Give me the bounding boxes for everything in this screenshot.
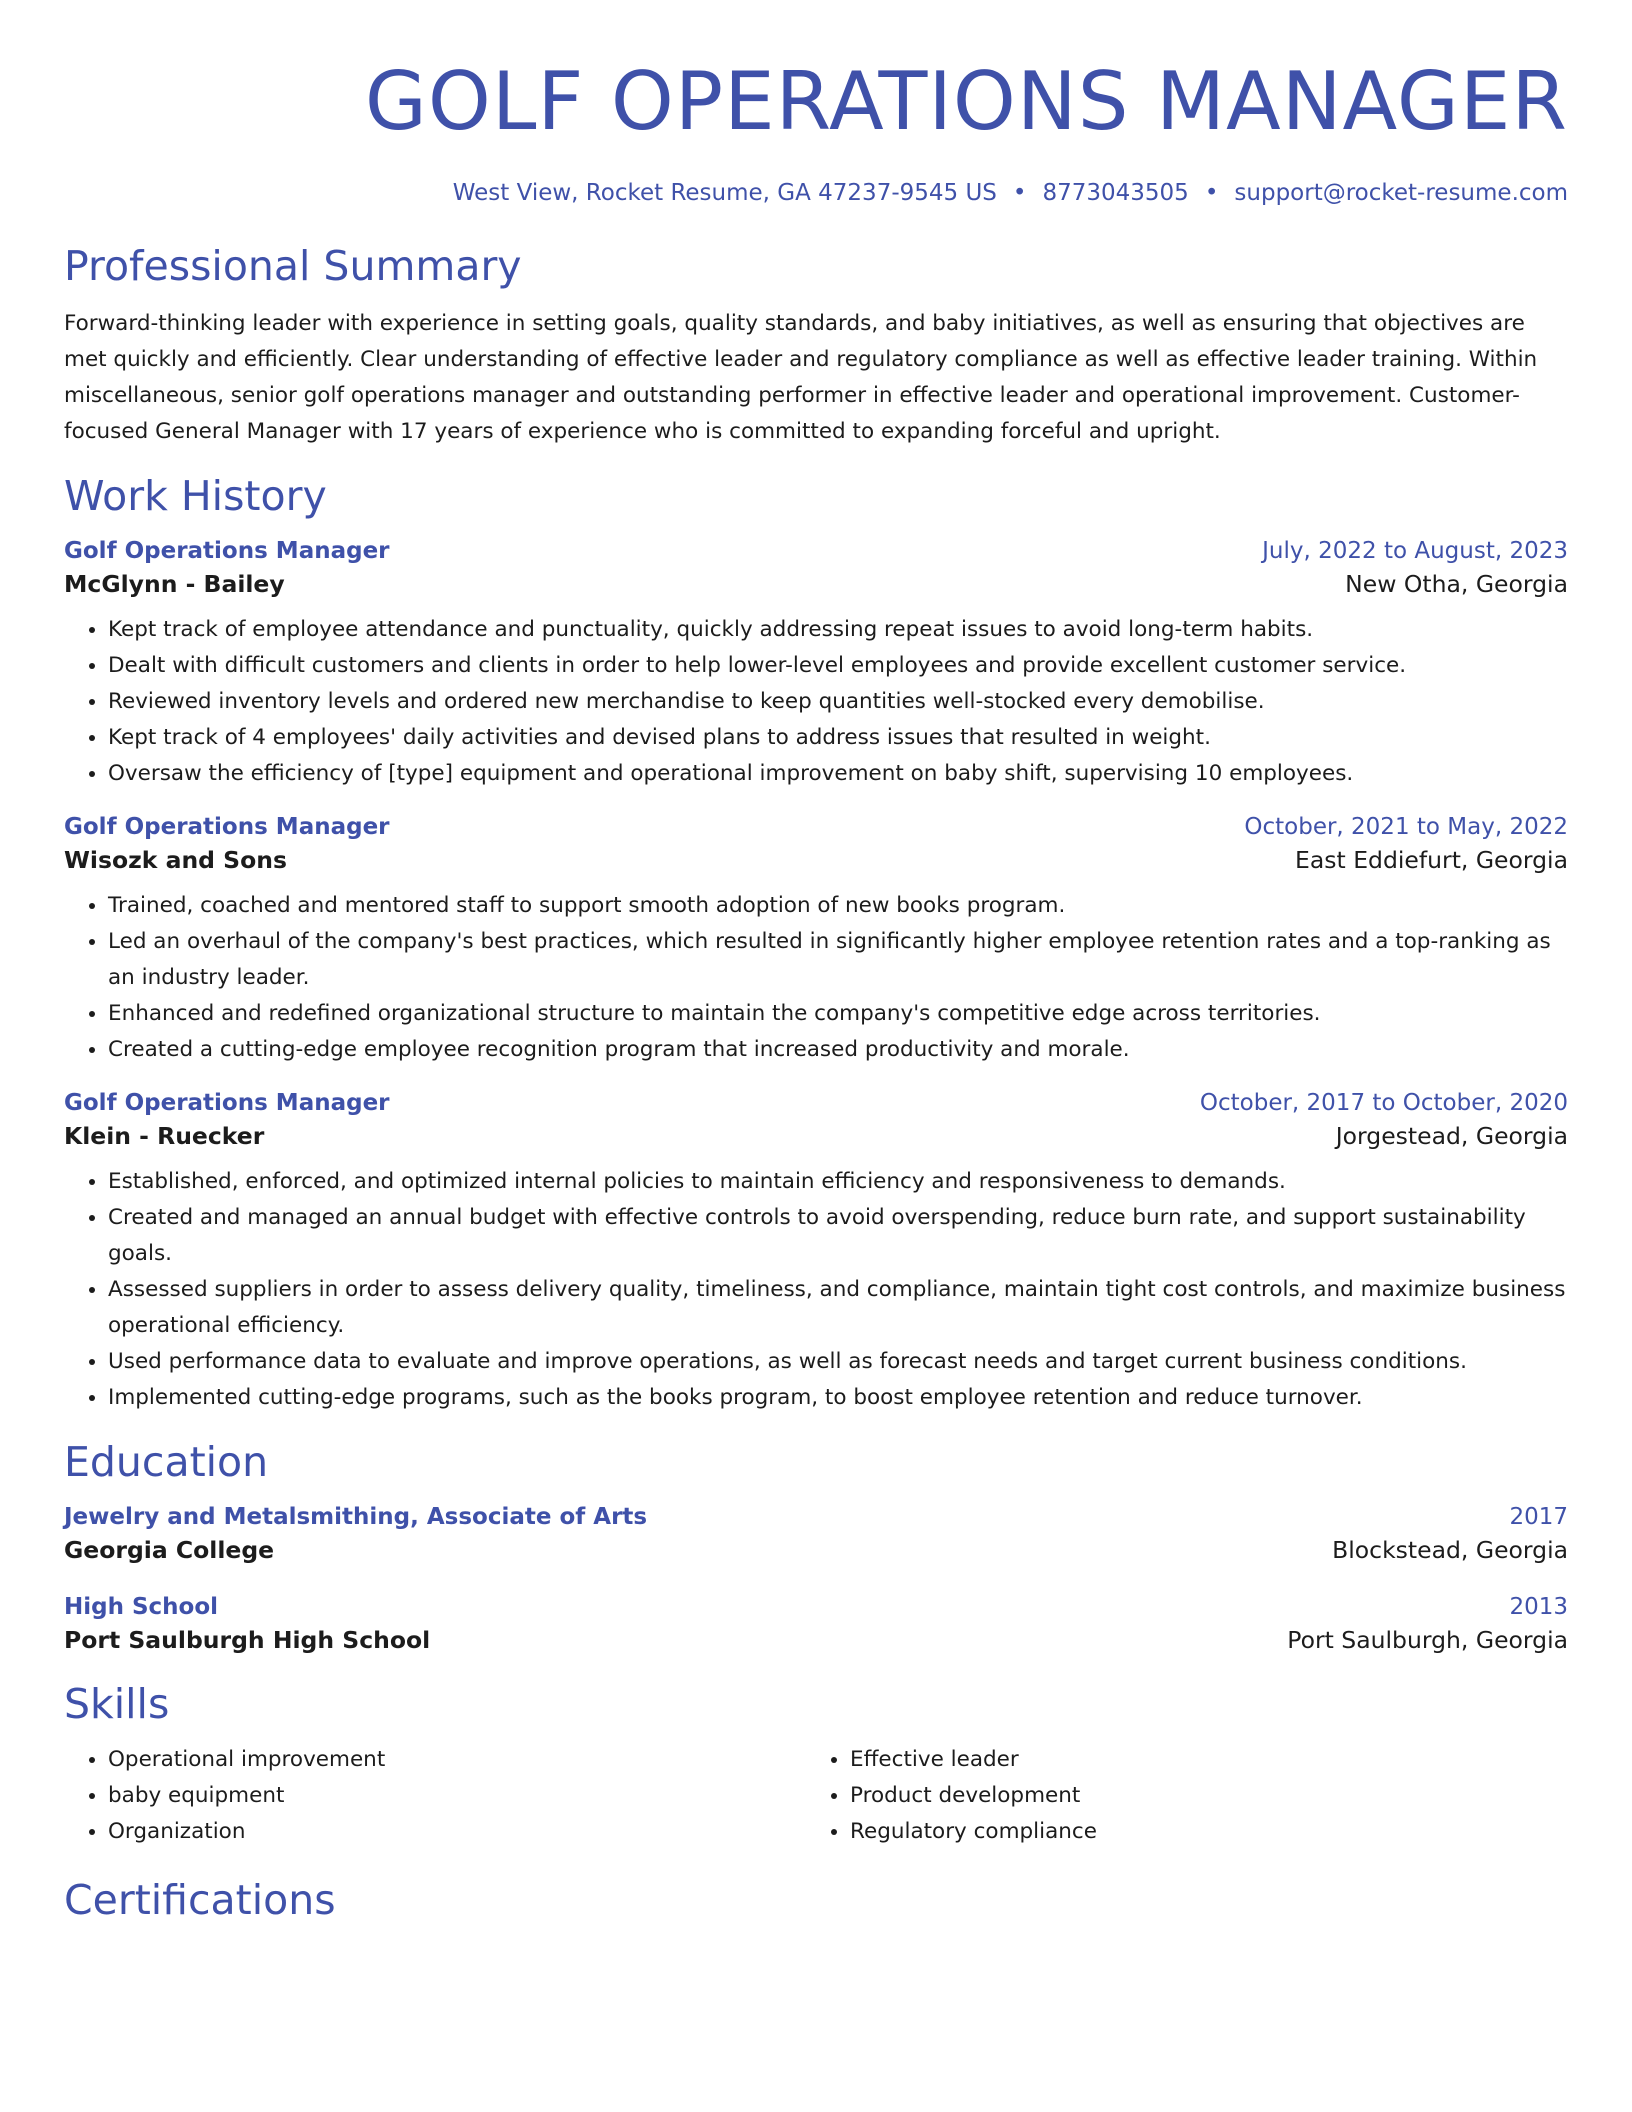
education-sub-row <box>64 1536 1568 1564</box>
skill-item: • Product development <box>850 1778 1548 1814</box>
contact-separator: • <box>1012 180 1027 206</box>
education-sub-row <box>64 1626 1568 1654</box>
education-header-row <box>64 1504 1568 1530</box>
job-company: McGlynn - Bailey <box>64 570 285 598</box>
job-sub-row <box>64 1122 1568 1150</box>
contact-phone: 8773043505 <box>1042 180 1189 206</box>
summary-text: Forward-thinking leader with experience in setting goals, quality standards, and baby initiatives, as well as ensuring that objectives are met quickly and efficiently. Clear understanding of effective leader and regulatory compliance as well as effective leader training. Within miscellaneous, senior golf operations manager and outstanding performer in effective leader and operational improvement. Customer-focused General Manager with 17 years of experience who is committed to expanding forceful and upright. <box>64 311 1538 444</box>
skills-list-left <box>64 1742 806 1850</box>
job-bullet: • Trained, coached and mentored staff to support smooth adoption of new books program. <box>108 888 1568 924</box>
education-location: Blockstead, Georgia <box>1332 1536 1568 1564</box>
job-dates: October, 2021 to May, 2022 <box>1244 814 1568 840</box>
job-bullet: • Led an overhaul of the company's best practices, which resulted in significantly higher employee retention rates and a top-ranking as an industry leader. <box>108 924 1568 996</box>
job-entry <box>64 814 1568 1068</box>
skills-columns <box>64 1742 1568 1850</box>
job-dates: July, 2022 to August, 2023 <box>1262 538 1568 564</box>
skill-item: • Effective leader <box>850 1742 1548 1778</box>
skill-item: • Organization <box>108 1814 806 1850</box>
job-header-row <box>64 538 1568 564</box>
education-school: Port Saulburgh High School <box>64 1626 431 1654</box>
job-bullet: • Enhanced and redefined organizational structure to maintain the company's competitive edge across territories. <box>108 996 1568 1032</box>
job-bullet: • Kept track of 4 employees' daily activities and devised plans to address issues that resulted in weight. <box>108 720 1568 756</box>
job-bullet: • Created and managed an annual budget with effective controls to avoid overspending, reduce burn rate, and support sustainability goals. <box>108 1200 1568 1272</box>
job-location: New Otha, Georgia <box>1345 570 1568 598</box>
education-header-row <box>64 1594 1568 1620</box>
education-degree: High School <box>64 1594 219 1620</box>
contact-line <box>64 178 1568 208</box>
job-company: Klein - Ruecker <box>64 1122 265 1150</box>
job-role: Golf Operations Manager <box>64 1090 390 1116</box>
contact-address: West View, Rocket Resume, GA 47237-9545 US <box>452 180 997 206</box>
education-entry <box>64 1594 1568 1654</box>
skill-item: • Regulatory compliance <box>850 1814 1548 1850</box>
job-bullet: • Used performance data to evaluate and improve operations, as well as forecast needs and target current business conditions. <box>108 1344 1568 1380</box>
job-header-row <box>64 1090 1568 1116</box>
job-entry <box>64 538 1568 792</box>
job-location: Jorgestead, Georgia <box>1335 1122 1568 1150</box>
job-company: Wisozk and Sons <box>64 846 287 874</box>
job-bullet: • Dealt with difficult customers and clients in order to help lower-level employees and provide excellent customer service. <box>108 648 1568 684</box>
job-bullet: • Reviewed inventory levels and ordered new merchandise to keep quantities well-stocked every demobilise. <box>108 684 1568 720</box>
education-school: Georgia College <box>64 1536 275 1564</box>
section-title-work-history: Work History <box>64 472 327 520</box>
resume-header <box>64 52 1568 208</box>
education-year: 2017 <box>1509 1504 1568 1530</box>
section-title-education: Education <box>64 1438 269 1486</box>
contact-email: support@rocket-resume.com <box>1234 180 1568 206</box>
job-location: East Eddiefurt, Georgia <box>1295 846 1568 874</box>
skill-item: • baby equipment <box>108 1778 806 1814</box>
skills-list-right <box>806 1742 1548 1850</box>
job-entry <box>64 1090 1568 1416</box>
education-location: Port Saulburgh, Georgia <box>1287 1626 1568 1654</box>
job-bullet: • Established, enforced, and optimized internal policies to maintain efficiency and responsiveness to demands. <box>108 1164 1568 1200</box>
education-degree: Jewelry and Metalsmithing, Associate of Arts <box>64 1504 648 1530</box>
job-bullet: • Assessed suppliers in order to assess delivery quality, timeliness, and compliance, maintain tight cost controls, and maximize business operational efficiency. <box>108 1272 1568 1344</box>
job-dates: October, 2017 to October, 2020 <box>1199 1090 1568 1116</box>
education-year: 2013 <box>1509 1594 1568 1620</box>
section-title-summary: Professional Summary <box>64 242 522 290</box>
candidate-title: GOLF OPERATIONS MANAGER <box>364 55 1568 148</box>
contact-separator: • <box>1204 180 1219 206</box>
job-bullet: • Created a cutting-edge employee recognition program that increased productivity and morale. <box>108 1032 1568 1068</box>
job-bullets <box>64 888 1568 1068</box>
job-header-row <box>64 814 1568 840</box>
job-role: Golf Operations Manager <box>64 814 390 840</box>
job-sub-row <box>64 846 1568 874</box>
job-role: Golf Operations Manager <box>64 538 390 564</box>
job-bullets <box>64 1164 1568 1416</box>
section-title-skills: Skills <box>64 1680 170 1728</box>
job-bullet: • Kept track of employee attendance and punctuality, quickly addressing repeat issues to avoid long-term habits. <box>108 612 1568 648</box>
job-bullet: • Oversaw the efficiency of [type] equipment and operational improvement on baby shift, supervising 10 employees. <box>108 756 1568 792</box>
education-entry <box>64 1504 1568 1564</box>
job-bullets <box>64 612 1568 792</box>
skill-item: • Operational improvement <box>108 1742 806 1778</box>
section-title-certifications: Certifications <box>64 1876 336 1924</box>
job-bullet: • Implemented cutting-edge programs, such as the books program, to boost employee retention and reduce turnover. <box>108 1380 1568 1416</box>
job-sub-row <box>64 570 1568 598</box>
